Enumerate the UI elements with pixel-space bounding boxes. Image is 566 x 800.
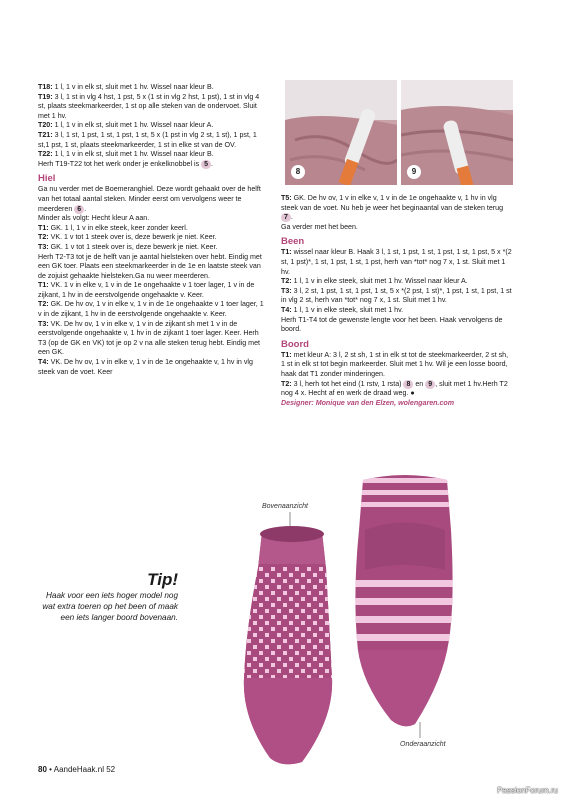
row-t21: T21: 3 l, 1 st, 1 pst, 1 st, 1 pst, 1 st, 5 x (1 pst in vlg 2 st, 1 st), 1 pst, 1 st,1 pst, 1 st, plaats steekmarkeerder, 1 st in elke st van de OV. [38, 130, 257, 149]
designer-credit: Designer: Monique van den Elzen, wolengaren.com [281, 398, 455, 407]
tip-text: Haak voor een iets hoger model nog wat extra toeren op het been of maak een iets langer boord bovenaan. [42, 591, 178, 622]
step-badge: 7 [281, 213, 291, 222]
row-b-t2: T2: 1 l, 1 v in elke steek, sluit met 1 hv. Wissel naar kleur A. [281, 277, 468, 286]
been-repeat: Herh T1-T4 tot de gewenste lengte voor het been. Haak vervolgens de boord. [281, 315, 503, 334]
row-b-t3: T3: 3 l, 2 st, 1 pst, 1 st, 1 pst, 1 st, 5 x *(2 pst, 1 st)*, 1 pst, 1 st, 1 pst, 1 st in vlg 2 st, herh van *tot* nog 7 x, 1 st. Sluit met 1 hv. [281, 286, 512, 305]
row-m-t1: T1: VK. 1 v in elke v, 1 v in de 1e ongehaakte v 1 toer lager, 1 v in de zijkant, 1 hv in de eerstvolgende ongehaakte v. Keer. [38, 281, 255, 299]
footer-bullet: • [49, 765, 52, 774]
photo-8 [285, 80, 397, 185]
caption-bottom-view: Onderaanzicht [400, 741, 446, 748]
tip-title: Tip! [147, 570, 178, 589]
tip-box [40, 570, 178, 623]
step-badge: 8 [403, 380, 413, 389]
caption-top-view: Bovenaanzicht [262, 503, 308, 510]
photo-9 [401, 80, 513, 185]
photo-number: 9 [407, 165, 421, 179]
row-bo-t2: T2: 3 l, herh tot het eind (1 rstv, 1 rsta) 8 en 9 , sluit met 1 hv.Herh T2 nog 4 x. Hecht af en werk de draad weg. ● [281, 379, 508, 398]
step-badge: 6 [74, 205, 84, 214]
continue-note: Ga verder met het been. [281, 222, 358, 231]
page-number: 80 [38, 765, 47, 774]
row-h-t3: T3: GK. 1 v tot 1 steek over is, deze bewerk je niet. Keer. [38, 242, 218, 251]
hiel-color: Minder als volgt: Hecht kleur A aan. [38, 214, 150, 223]
row-t18: T18: 1 l, 1 v in elk st, sluit met 1 hv. Wissel naar kleur B. [38, 83, 214, 91]
row-bo-t1: T1: met kleur A: 3 l, 2 st sh, 1 st in elk st tot de steekmarkeerder, 2 st sh, 1 st in elk st tot begin markeerder. Sluit met 1 hv. Wil je een losse boord, haak dat T1 zonder minderingen. [281, 350, 509, 378]
magazine-name: AandeHaak.nl 52 [53, 765, 116, 774]
watermark: PassionForum.ru [497, 786, 558, 795]
section-heading-boord: Boord [281, 338, 309, 350]
repeat-instruction: Herh T19-T22 tot het werk onder je enkelknobbel is 5 . [38, 159, 214, 168]
left-column [38, 83, 266, 377]
row-t19: T19: 3 l, 1 st in vlg 4 hst, 1 pst, 5 x (1 st in vlg 2 hst, 1 pst), 1 st in vlg 4 st, plaats steekmarkeerder, 1 st op alle steken van de ondervoet. Sluit met 1 hv. [38, 92, 260, 120]
section-heading-hiel: Hiel [38, 173, 56, 185]
hiel-intro: Ga nu verder met de Boemeranghiel. Deze wordt gehaakt over de helft van het totaal aantal steken. Minder eerst om vervolgens weer te meerderen 6 . [38, 185, 261, 213]
row-h-t1: T1: GK. 1 l, 1 v in elke steek, keer zonder keerl. [38, 223, 188, 232]
page-footer [38, 765, 115, 774]
right-column [281, 194, 513, 408]
hiel-repeat: Herh T2-T3 tot je de helft van je aantal hielsteken over hebt. Eindig met een GK toer. Plaats een steekmarkeerder in de 1e en laatste steek van de zojuist gehaakte hielsteken.Ga nu weer meerderen. [38, 252, 262, 280]
row-m-t2: T2: GK. De hv ov, 1 v in elke v, 1 v in de 1e ongehaakte v 1 toer lager, 1 v in de zijkant, 1 hv in de eerstvolgende ongehaakte v. Keer. [38, 300, 264, 319]
row-m-t4: T4: VK. De hv ov, 1 v in elke v, 1 v in de 1e ongehaakte v, 1 hv in vlg steek van de voet. Keer [38, 358, 253, 376]
row-b-t4: T4: 1 l, 1 v in elke steek, sluit met 1 hv. [281, 305, 404, 314]
row-t5: T5: GK. De hv ov, 1 v in elke v, 1 v in de 1e ongehaakte v, 1 hv in vlg steek van de voet. Nu heb je weer het beginaantal van de steken terug 7 . [281, 194, 504, 222]
row-m-t3: T3: VK. De hv ov, 1 v in elke v, 1 v in de zijkant sh met 1 v in de eerstvolgende ongehaakte v, 1 hv in de zijkant 1 toer lager. Keer. Herh T3 (op de GK en VK) tot je op 2 v na alle steken terug hebt. Eindig met een GK. [38, 319, 261, 357]
row-h-t2: T2: VK. 1 v tot 1 steek over is, deze bewerk je niet. Keer. [38, 233, 217, 242]
row-b-t1: T1: wissel naar kleur B. Haak 3 l, 1 st, 1 pst, 1 st, 1 pst, 1 st, 1 pst, 5 x *(2 st, 1 pst)*, 1 st, 1 pst, 1 st, 1 pst, herh van *tot* nog 7 x, 1 st. Sluit met 1 hv. [281, 248, 512, 276]
row-t22: T22: 1 l, 1 v in elk st, sluit met 1 hv. Wissel naar kleur B. [38, 150, 214, 159]
section-heading-been: Been [281, 236, 305, 248]
photo-number: 8 [291, 165, 305, 179]
sock-bottom-view [345, 470, 465, 730]
step-badge: 9 [425, 380, 435, 389]
row-t20: T20: 1 l, 1 v in elk st, sluit met 1 hv. Wissel naar kleur A. [38, 121, 214, 130]
step-badge: 5 [201, 160, 211, 169]
sock-top-view [222, 518, 362, 768]
